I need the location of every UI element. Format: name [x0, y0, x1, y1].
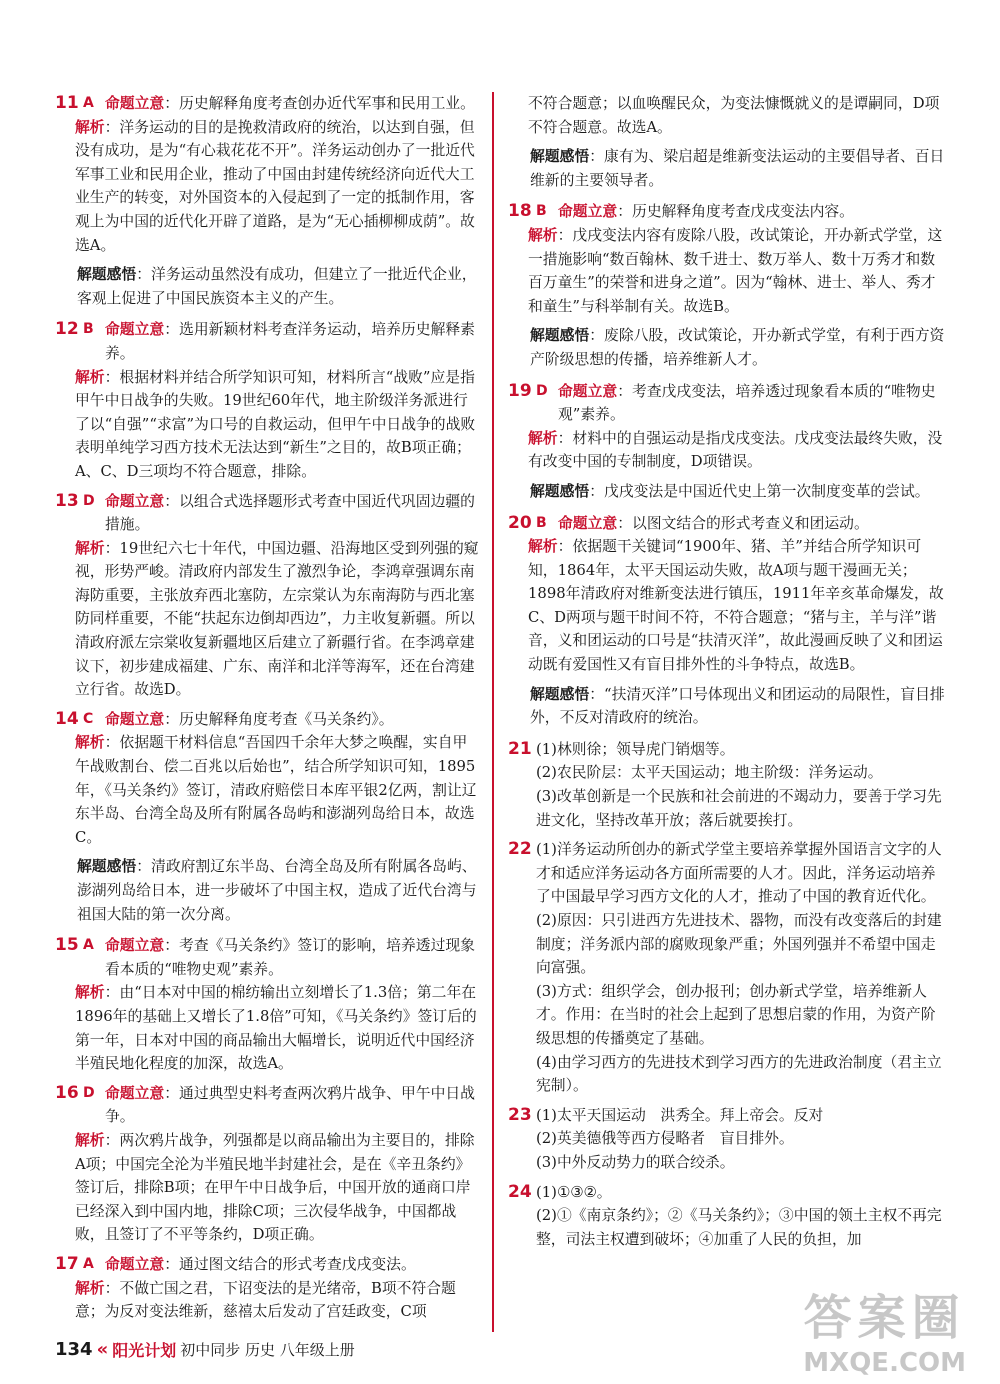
colon: ：	[104, 118, 120, 136]
colon: ：	[557, 538, 573, 556]
insight-text: “扶清灭洋”口号体现出义和团运动的局限性，盲目排外，不反对清政府的统治。	[530, 685, 945, 727]
insight-label: 解题感悟	[530, 482, 590, 500]
q17-insight: 解题感悟：康有为、梁启超是维新变法运动的主要倡导者、百日维新的主要领导者。	[530, 148, 945, 189]
right-column	[508, 92, 948, 1257]
colon: ：	[164, 710, 180, 728]
question-22	[508, 838, 948, 1098]
question-12	[55, 318, 480, 483]
watermark-logo	[803, 1279, 966, 1378]
answer-line	[508, 909, 948, 980]
answer-line	[508, 980, 948, 1051]
answer-text: (2)农民阶层：太平天国运动；地主阶级：洋务运动。	[536, 764, 883, 782]
book-info: 初中同步 历史 八年级上册	[180, 1341, 355, 1359]
insight-text: 洋务运动虽然没有成功，但建立了一批近代企业，客观上促进了中国民族资本主义的产生。	[77, 266, 477, 307]
answer-letter: B	[536, 514, 547, 531]
intent-text: 历史解释角度考查戊戌变法内容。	[632, 203, 854, 221]
colon: ：	[104, 734, 120, 752]
intent-label: 命题立意	[558, 514, 618, 532]
intent-block	[105, 318, 480, 365]
question-21	[508, 738, 948, 832]
answer-letter: A	[83, 1255, 94, 1272]
answer-line	[508, 785, 948, 832]
intent-text: 历史解释角度考查创办近代军事和民用工业。	[179, 95, 475, 112]
analysis-block	[508, 535, 948, 677]
answer-letter: B	[536, 203, 547, 220]
answer-letter: D	[83, 492, 95, 509]
left-column	[55, 92, 480, 1330]
colon: ：	[164, 1084, 180, 1102]
answer-line	[508, 838, 948, 909]
analysis-label: 解析	[528, 429, 558, 447]
question-head	[55, 1082, 480, 1129]
analysis-block	[55, 537, 480, 702]
question-head	[508, 380, 948, 427]
insight-label: 解题感悟	[530, 327, 590, 345]
question-number: 20	[508, 512, 532, 533]
intent-label: 命题立意	[105, 321, 165, 339]
answer-text: (3)中外反动势力的联合绞杀。	[536, 1153, 735, 1171]
intent-block	[105, 708, 394, 732]
page-number: 134	[55, 1339, 93, 1360]
answer-text: (3)改革创新是一个民族和社会前进的不竭动力，要善于学习先进文化，坚持改革开放；落后就要挨打。	[536, 788, 942, 829]
question-head	[508, 200, 948, 224]
question-number: 13	[55, 490, 79, 511]
intent-block	[105, 1082, 480, 1129]
answer-text: (1)太平天国运动 洪秀全。拜上帝会。反对	[536, 1106, 824, 1124]
insight-label: 解题感悟	[530, 685, 590, 703]
analysis-label: 解析	[75, 734, 105, 752]
intent-text: 以图文结合的形式考查义和团运动。	[632, 514, 869, 532]
question-18	[508, 200, 948, 371]
right-items	[508, 200, 948, 729]
analysis-label: 解析	[528, 226, 558, 244]
intent-block	[558, 512, 869, 536]
analysis-block	[55, 731, 480, 849]
analysis-text: 材料中的自强运动是指戊戌变法。戊戌变法最终失败，没有改变中国的专制制度，D项错误。	[528, 429, 943, 471]
answer-text: (2)英美德俄等西方侵略者 盲目排外。	[536, 1130, 794, 1148]
q17-continued-text: 不符合题意；以血唤醒民众，为变法慷慨就义的是谭嗣同，D项不符合题意。故选A。	[528, 95, 940, 136]
colon: ：	[104, 368, 120, 386]
intent-block	[558, 380, 948, 427]
chevron-left-icon: «	[96, 1339, 109, 1360]
colon: ：	[136, 858, 152, 876]
question-13	[55, 490, 480, 702]
analysis-text: 19世纪六七十年代，中国边疆、沿海地区受到列强的窥视，形势严峻。清政府内部发生了激烈争论，李鸿章强调东南海防重要，主张放弃西北塞防，左宗棠认为东南海防与西北塞防同样重要，不能“扶起东边倒却西边”，力主收复新疆。所以清政府派左宗棠收复新疆地区后建立了新疆行省。在李鸿章建议下，初步建成福建、广东、南洋和北洋等海军，还在台湾建立行省。故选D。	[75, 539, 479, 699]
colon: ：	[136, 266, 152, 284]
answer-letter: A	[83, 937, 94, 954]
question-20	[508, 512, 948, 730]
analysis-text: 两次鸦片战争，列强都是以商品输出为主要目的，排除A项；中国完全沦为半殖民地半封建社会，是在《辛丑条约》签订后，排除B项；在甲午中日战争后，中国开放的通商口岸已经深入到中国内地，排除C项；三次侵华战争，中国都战败，且签订了不平等条约，D项正确。	[75, 1131, 475, 1244]
answer-letter: B	[83, 321, 94, 338]
analysis-text: 戊戌变法内容有废除八股，改试策论，开办新式学堂，这一措施影响“数百翰林、数千进士、数万举人、数十万秀才和数百万童生”的荣誉和进身之道”。因为“翰林、进士、举人、秀才和童生”与科举制有关。故选B。	[528, 226, 943, 315]
insight-label: 解题感悟	[77, 266, 137, 284]
question-number: 17	[55, 1253, 79, 1274]
colon: ：	[557, 429, 573, 447]
analysis-text: 洋务运动的目的是挽救清政府的统治，以达到自强，但没有成功，是为“有心栽花花不开”。洋务运动创办了一批近代军事工业和民用企业，推动了中国由封建传统经济向近代大工业生产的转变，对外国资本的入侵起到了一定的抵制作用，客观上为中国的近代化开辟了道路，是为“无心插柳柳成荫”。故选A。	[75, 118, 475, 254]
insight-block	[55, 855, 480, 926]
colon: ：	[164, 937, 180, 955]
answer-letter: D	[83, 1084, 95, 1101]
answer-line	[508, 1104, 948, 1128]
question-head	[55, 708, 480, 732]
intent-text: 通过典型史料考查两次鸦片战争、甲午中日战争。	[105, 1084, 475, 1126]
colon: ：	[104, 1131, 120, 1149]
watermark-text: 答案圈	[803, 1290, 966, 1346]
question-head	[55, 318, 480, 365]
intent-text: 考查戊戌变法，培养透过现象看本质的“唯物史观”素养。	[558, 382, 936, 424]
colon: ：	[104, 1279, 120, 1297]
q17-continued	[508, 92, 948, 139]
analysis-block	[508, 427, 948, 474]
analysis-text: 由“日本对中国的棉纺输出立刻增长了1.3倍；第二年在1896年的基础上又增长了1.8倍”可知，《马关条约》签订后的第一年，日本对中国的商品输出大幅增长，说明近代中国经济半殖民地化程度的加深，故选A。	[75, 984, 477, 1073]
insight-block	[508, 324, 948, 371]
analysis-label: 解析	[75, 118, 105, 136]
question-number: 19	[508, 380, 532, 401]
intent-label: 命题立意	[105, 937, 165, 955]
intent-block	[105, 934, 480, 981]
answer-line	[508, 1151, 948, 1175]
analysis-block	[508, 224, 948, 318]
brand-name: 阳光计划	[112, 1341, 177, 1360]
question-23	[508, 1104, 948, 1175]
insight-label: 解题感悟	[77, 858, 137, 876]
question-number: 16	[55, 1082, 79, 1103]
analysis-block	[55, 1277, 480, 1324]
question-number: 15	[55, 935, 79, 956]
answer-text: (3)方式：组织学会，创办报刊；创办新式学堂，培养维新人才。作用：在当时的社会上起到了思想启蒙的作用，为资产阶级思想的传播奠定了基础。	[536, 982, 936, 1047]
question-14	[55, 708, 480, 926]
question-head	[55, 490, 480, 537]
question-head	[508, 512, 948, 536]
intent-label: 命题立意	[558, 382, 618, 400]
intent-label: 命题立意	[105, 1255, 165, 1273]
analysis-block	[55, 1129, 480, 1247]
colon: ：	[164, 321, 180, 339]
page-footer	[55, 1338, 355, 1361]
analysis-block	[55, 981, 480, 1075]
question-head	[55, 1253, 480, 1277]
question-17	[55, 1253, 480, 1324]
intent-text: 选用新颖材料考查洋务运动，培养历史解释素养。	[105, 321, 475, 362]
question-16	[55, 1082, 480, 1247]
colon: ：	[104, 984, 120, 1002]
intent-label: 命题立意	[105, 1084, 165, 1102]
colon: ：	[164, 492, 180, 510]
watermark-url: MXQE.COM	[803, 1348, 966, 1378]
insight-text: 康有为、梁启超是维新变法运动的主要倡导者、百日维新的主要领导者。	[530, 148, 945, 189]
question-number: 24	[508, 1181, 532, 1202]
answer-line	[508, 1181, 948, 1205]
question-number: 18	[508, 201, 532, 222]
question-19	[508, 380, 948, 504]
answer-line	[508, 1204, 948, 1251]
intent-label: 命题立意	[105, 95, 165, 112]
colon: ：	[164, 95, 180, 112]
analysis-text: 不做亡国之君，下诏变法的是光绪帝，B项不符合题意；为反对变法维新，慈禧太后发动了宫廷政变，C项	[75, 1279, 456, 1321]
colon: ：	[104, 539, 120, 557]
insight-block	[508, 480, 948, 504]
question-number: 22	[508, 839, 532, 860]
colon: ：	[617, 382, 633, 400]
intent-block	[105, 490, 480, 537]
intent-block	[558, 200, 854, 224]
question-number: 11	[55, 93, 79, 113]
intent-label: 命题立意	[105, 710, 165, 728]
question-head	[55, 934, 480, 981]
question-number: 23	[508, 1104, 532, 1125]
column-divider	[492, 92, 494, 1332]
analysis-label: 解析	[528, 538, 558, 556]
analysis-block	[55, 366, 480, 484]
colon: ：	[164, 1255, 180, 1273]
colon: ：	[617, 514, 633, 532]
analysis-block	[55, 116, 480, 258]
insight-text: 清政府割辽东半岛、台湾全岛及所有附属各岛屿、澎湖列岛给日本，进一步破坏了中国主权，造成了近代台湾与祖国大陆的第一次分离。	[77, 858, 477, 923]
intent-label: 命题立意	[558, 203, 618, 221]
insight-block	[508, 683, 948, 730]
answer-line	[508, 1127, 948, 1151]
answer-text: (1)洋务运动所创办的新式学堂主要培养掌握外国语言文字的人才和适应洋务运动各方面所需要的人才。因此，洋务运动培养了中国最早学习西方文化的人才，推动了中国的教育近代化。	[536, 841, 942, 906]
intent-text: 通过图文结合的形式考查戊戌变法。	[179, 1255, 416, 1273]
answer-text: (2)①《南京条约》；②《马关条约》；③中国的领土主权不再完整，司法主权遭到破坏；④加重了人民的负担，加	[536, 1207, 942, 1248]
answer-letter: A	[83, 95, 94, 111]
insight-text: 戊戌变法是中国近代史上第一次制度变革的尝试。	[604, 482, 930, 500]
insight-block	[55, 263, 480, 310]
subjective-answers	[508, 738, 948, 1251]
analysis-label: 解析	[75, 984, 105, 1002]
analysis-label: 解析	[75, 1131, 105, 1149]
answer-letter: D	[536, 382, 548, 399]
answer-line	[508, 738, 948, 762]
colon: ：	[589, 327, 605, 345]
colon: ：	[557, 226, 573, 244]
intent-block	[105, 1253, 416, 1277]
colon: ：	[589, 685, 605, 703]
analysis-label: 解析	[75, 539, 105, 557]
analysis-label: 解析	[75, 1279, 105, 1297]
answer-letter: C	[83, 710, 94, 727]
question-15	[55, 934, 480, 1076]
insight-label: 解题感悟	[530, 148, 590, 166]
analysis-text: 根据材料并结合所学知识可知，材料所言“战败”应是指甲午中日战争的失败。19世纪60年代，地主阶级洋务派进行了以“自强”“求富”为口号的自救运动，但甲午中日战争的战败表明单纯学习西方技术无法达到“新生”之目的，故B项正确；A、C、D三项均不符合题意，排除。	[75, 368, 476, 480]
question-number: 12	[55, 319, 79, 340]
question-head	[55, 92, 480, 116]
intent-block	[105, 92, 475, 116]
question-24	[508, 1181, 948, 1252]
colon: ：	[617, 203, 633, 221]
question-number: 14	[55, 708, 79, 729]
insight-text: 废除八股，改试策论，开办新式学堂，有利于西方资产阶级思想的传播，培养维新人才。	[530, 327, 945, 368]
answer-line	[508, 1051, 948, 1098]
intent-text: 历史解释角度考查《马关条约》。	[179, 710, 394, 728]
intent-text: 以组合式选择题形式考查中国近代巩固边疆的措施。	[105, 492, 475, 534]
intent-text: 考查《马关条约》签订的影响，培养透过现象看本质的“唯物史观”素养。	[105, 937, 475, 978]
analysis-label: 解析	[75, 368, 105, 386]
question-11	[55, 92, 480, 310]
answer-text: (4)由学习西方的先进技术到学习西方的先进政治制度（君主立宪制）。	[536, 1053, 942, 1095]
answer-line	[508, 761, 948, 785]
analysis-text: 依据题干关键词“1900年、猪、羊”并结合所学知识可知，1864年，太平天国运动失败，故A项与题干漫画无关；1898年清政府对维新变法进行镇压，1911年辛亥革命爆发，故C、D两项与题干时间不符，不符合题意；“猪与主，羊与洋”谐音，义和团运动的口号是“扶清灭洋”，故此漫画反映了义和团运动既有爱国性又有盲目排外性的斗争特点，故选B。	[528, 538, 944, 674]
analysis-text: 依据题干材料信息“吾国四千余年大梦之唤醒，实自甲午战败割台、偿二百兆以后始也”，结合所学知识可知，1895年，《马关条约》签订，清政府赔偿日本库平银2亿两，割让辽东半岛、台湾全岛及所有附属各岛屿和澎湖列岛给日本，故选C。	[75, 734, 477, 846]
answer-text: (1)①③②。	[536, 1183, 612, 1201]
question-number: 21	[508, 738, 532, 759]
colon: ：	[589, 482, 605, 500]
answer-text: (2)原因：只引进西方先进技术、器物，而没有改变落后的封建制度；洋务派内部的腐败现象严重；外国列强并不希望中国走向富强。	[536, 912, 942, 977]
intent-label: 命题立意	[105, 492, 165, 510]
answer-text: (1)林则徐；领导虎门销烟等。	[536, 740, 735, 758]
